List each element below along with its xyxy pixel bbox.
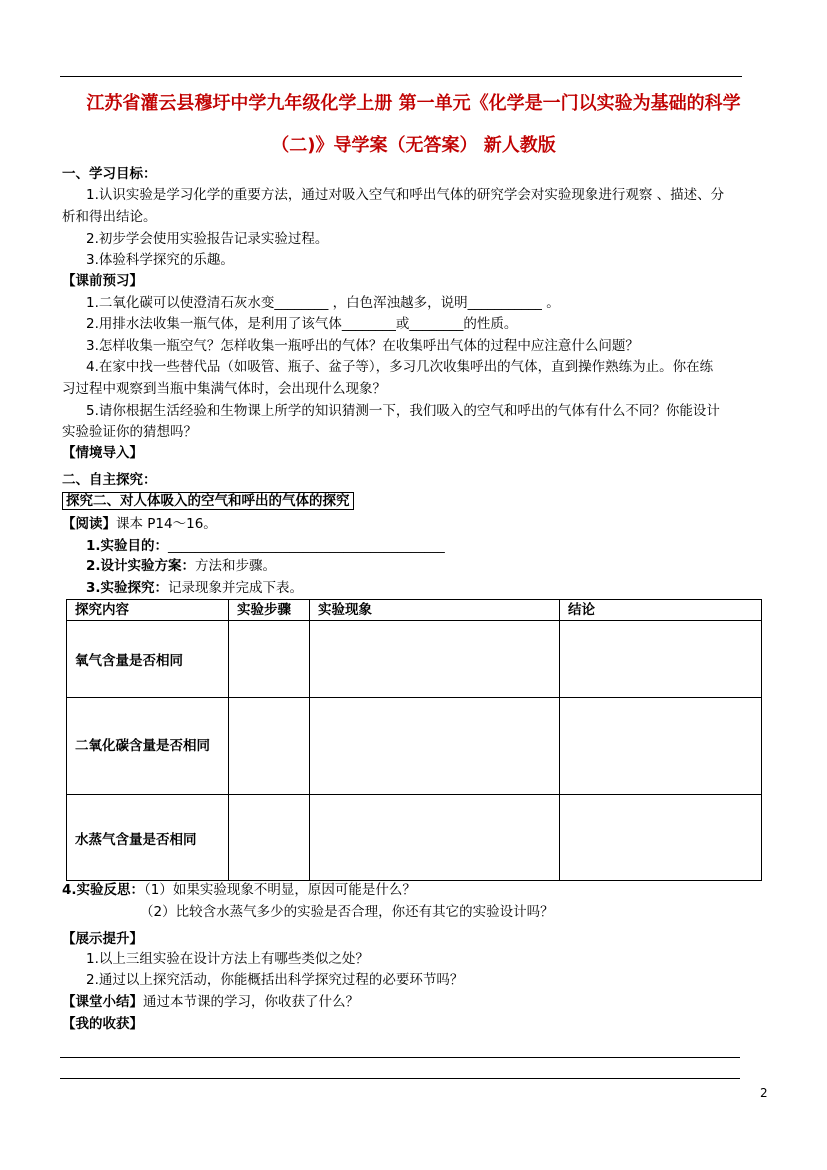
header-conclusion: 结论 (560, 600, 762, 621)
display-heading: 【展示提升】 (62, 931, 143, 947)
table-header-row (67, 600, 762, 621)
step3-line (86, 578, 303, 598)
row-co2-label: 二氧化碳含量是否相同 (67, 698, 229, 795)
row-oxygen-label: 氧气含量是否相同 (67, 621, 229, 698)
answer-line-2[interactable] (60, 1078, 740, 1079)
step2-text: 方法和步骤。 (195, 558, 277, 574)
table-cell[interactable] (560, 621, 762, 698)
preview-q3: 3.怎样收集一瓶空气？怎样收集一瓶呼出的气体？在收集呼出气体的过程中应注意什么问题？ (86, 338, 639, 354)
step1-label: 1.实验目的： (86, 538, 169, 554)
document-title-line2: （二)》导学案（无答案） 新人教版 (271, 135, 556, 156)
preview-heading: 【课前预习】 (62, 273, 143, 289)
intro-heading: 【情境导入】 (62, 445, 143, 461)
inquiry-title-box (62, 491, 354, 511)
table-row (67, 621, 762, 698)
reflection-q2: （2）比较含水蒸气多少的实验是否合理，你还有其它的实验设计吗？ (140, 904, 554, 920)
inquiry-title: 探究二、对人体吸入的空气和呼出的气体的探究 (62, 492, 354, 510)
preview-q5-cont: 实验验证你的猜想吗？ (62, 424, 197, 440)
table-cell[interactable] (560, 795, 762, 881)
step2-line (86, 556, 276, 576)
objective-1: 1.认识实验是学习化学的重要方法，通过对吸入空气和呼出气体的研究学会对实验现象进行观察 、描述、分 (86, 187, 725, 203)
summary-label: 【课堂小结】 (62, 994, 143, 1010)
harvest-heading: 【我的收获】 (62, 1016, 143, 1032)
preview-q1: 1.二氧化碳可以使澄清石灰水变________ ，白色浑浊越多，说明___________ 。 (86, 295, 560, 311)
reading-text: 课本 P14～16。 (116, 516, 217, 532)
section1-heading: 一、学习目标： (62, 166, 157, 182)
document-title-line1: 江苏省灌云县穆圩中学九年级化学上册 第一单元《化学是一门以实验为基础的科学 (86, 93, 741, 114)
header-phenomenon: 实验现象 (310, 600, 560, 621)
table-row (67, 698, 762, 795)
section2-heading: 二、自主探究： (62, 472, 157, 488)
header-steps: 实验步骤 (229, 600, 310, 621)
step1-line (86, 536, 445, 556)
table-cell[interactable] (560, 698, 762, 795)
step1-blank: _________________________________________ (168, 538, 445, 554)
preview-q2: 2.用排水法收集一瓶气体，是利用了该气体________或________的性质。 (86, 316, 518, 332)
step3-label: 3.实验探究： (86, 580, 169, 596)
step3-text: 记录现象并完成下表。 (168, 580, 304, 596)
reading-line (62, 514, 217, 534)
table-cell[interactable] (310, 621, 560, 698)
reading-label: 【阅读】 (62, 516, 116, 532)
table-cell[interactable] (229, 621, 310, 698)
preview-q4: 4.在家中找一些替代品（如吸管、瓶子、盆子等），多习几次收集呼出的气体，直到操作熟练为止。你在练 (86, 359, 714, 375)
header-content: 探究内容 (67, 600, 229, 621)
objective-3: 3.体验科学探究的乐趣。 (86, 252, 234, 268)
objective-2: 2.初步学会使用实验报告记录实验过程。 (86, 231, 329, 247)
top-rule (60, 76, 742, 77)
step2-label: 2.设计实验方案： (86, 558, 196, 574)
display-q2: 2.通过以上探究活动，你能概括出科学探究过程的必要环节吗？ (86, 972, 464, 988)
preview-q4-cont: 习过程中观察到当瓶中集满气体时，会出现什么现象？ (62, 381, 386, 397)
reflection-line1 (62, 880, 416, 900)
answer-line-1[interactable] (60, 1057, 740, 1058)
table-row (67, 795, 762, 881)
table-cell[interactable] (310, 795, 560, 881)
objective-1-cont: 析和得出结论。 (62, 209, 157, 225)
experiment-table (66, 599, 762, 881)
summary-text: 通过本节课的学习，你收获了什么？ (143, 994, 359, 1010)
page-number: 2 (760, 1086, 768, 1100)
table-cell[interactable] (229, 698, 310, 795)
reflection-q1: （1）如果实验现象不明显，原因可能是什么？ (144, 882, 416, 898)
table-cell[interactable] (310, 698, 560, 795)
preview-q5: 5.请你根据生活经验和生物课上所学的知识猜测一下，我们吸入的空气和呼出的气体有什么不同？你能设计 (86, 403, 720, 419)
summary-line (62, 992, 359, 1012)
row-vapor-label: 水蒸气含量是否相同 (67, 795, 229, 881)
reflection-label: 4.实验反思： (62, 882, 145, 898)
display-q1: 1.以上三组实验在设计方法上有哪些类似之处？ (86, 951, 369, 967)
table-cell[interactable] (229, 795, 310, 881)
